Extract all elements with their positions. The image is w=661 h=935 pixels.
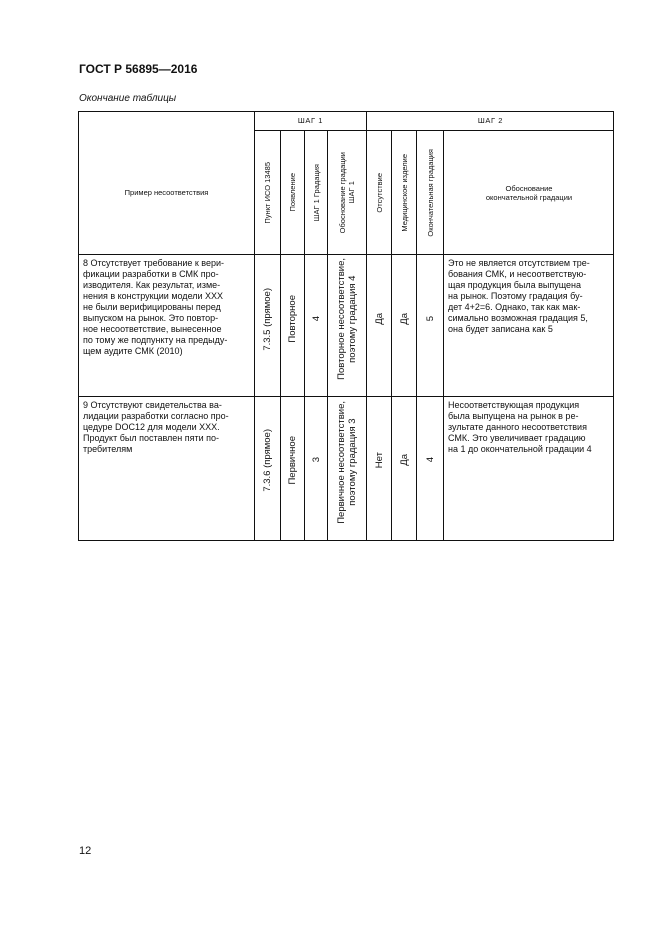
header-final-grade-text: Окончательная градация xyxy=(425,148,435,237)
row8-occurrence-text: Повторное xyxy=(287,295,298,343)
row9-occurrence xyxy=(281,404,304,516)
row9-example-line: лидации разработки согласно про- xyxy=(83,411,229,421)
row8-example-line: 8 Отсутствует требование к вери- xyxy=(83,258,225,268)
header-absence xyxy=(367,131,391,254)
header-example-text: Пример несоответствия xyxy=(124,188,209,197)
nonconformity-table xyxy=(78,111,614,541)
page-number: 12 xyxy=(79,845,92,857)
header-occurrence xyxy=(281,131,304,254)
row9-absence xyxy=(367,404,391,516)
row9-example xyxy=(83,400,250,455)
row8-example-line: не были верифицированы перед xyxy=(83,302,221,312)
header-step1-reason-line2: ШАГ 1 xyxy=(347,181,356,204)
row9-final-reason-line: зультате данного несоответствия xyxy=(448,422,587,432)
row9-step1-grade xyxy=(305,404,327,516)
row9-final-reason xyxy=(448,400,610,455)
row8-absence xyxy=(367,264,391,374)
row8-example-line: изводителя. Как результат, изме- xyxy=(83,280,221,290)
row9-final-reason-line: Несоответствующая продукция xyxy=(448,400,580,410)
row8-example-line: щем аудите СМК (2010) xyxy=(83,346,183,356)
row8-step1-reason-text xyxy=(336,258,358,380)
row9-absence-text: Нет xyxy=(373,451,385,469)
row9-final-reason-line: СМК. Это увеличивает градацию xyxy=(448,433,586,443)
header-medical-device xyxy=(392,131,416,254)
table-caption: Окончание таблицы xyxy=(79,93,177,104)
row8-iso-clause-text: 7.3.5 (прямое) xyxy=(262,287,273,351)
document-code: ГОСТ Р 56895—2016 xyxy=(79,62,198,76)
header-step1-reason-text xyxy=(338,152,356,233)
header-step1-grade-text: ШАГ 1 Градация xyxy=(311,163,321,222)
header-example xyxy=(79,131,254,254)
row9-step1-reason-text xyxy=(336,401,358,524)
row8-final-reason-line: она будет записана как 5 xyxy=(448,324,553,334)
row8-final-reason-line: симально возможная градация 5, xyxy=(448,313,588,323)
row9-medical-device xyxy=(392,404,416,516)
row8-iso-clause xyxy=(255,264,280,374)
row8-step1-grade xyxy=(305,264,327,374)
row8-final-reason-line: на рынок. Поэтому градация бу- xyxy=(448,291,583,301)
row9-step1-reason-line2: поэтому градация 3 xyxy=(347,418,358,506)
row9-final-grade-text: 4 xyxy=(424,457,436,463)
row9-iso-clause xyxy=(255,404,280,516)
row8-example-line: фикации разработки в СМК про- xyxy=(83,269,219,279)
header-step1-reason-line1: Обоснование градации xyxy=(338,151,347,234)
row8-example-line: ное несоответствие, вынесенное xyxy=(83,324,222,334)
header-final-reason-line1: Обоснование xyxy=(505,183,553,193)
row8-final-grade-text: 5 xyxy=(424,316,436,322)
row8-example-line: выпуском на рынок. Это повтор- xyxy=(83,313,219,323)
row9-final-reason-line: была выпущена на рынок в ре- xyxy=(448,411,579,421)
row8-step1-grade-text: 4 xyxy=(310,316,322,322)
header-step1-reason xyxy=(328,131,366,254)
header-occurrence-text: Появление xyxy=(288,173,297,212)
row9-final-grade xyxy=(417,404,443,516)
row8-step1-reason-line2: поэтому градация 4 xyxy=(347,275,358,363)
row8-step1-reason xyxy=(328,259,366,379)
row9-example-line: 9 Отсутствуют свидетельства ва- xyxy=(83,400,222,410)
row9-example-line: Продукт был поставлен пяти по- xyxy=(83,433,220,443)
row9-final-reason-line: на 1 до окончательной градации 4 xyxy=(448,444,592,454)
header-absence-text: Отсутствие xyxy=(374,172,384,213)
row8-final-reason-line: Это не является отсутствием тре- xyxy=(448,258,590,268)
step1-label: ШАГ 1 xyxy=(297,116,324,125)
header-iso-clause-text: Пункт ИСО 13485 xyxy=(263,161,272,224)
header-step1-grade xyxy=(305,131,327,254)
row9-medical-device-text: Да xyxy=(398,454,410,466)
row8-final-reason-line: дет 4+2=6. Однако, так как мак- xyxy=(448,302,581,312)
row8-final-reason xyxy=(448,258,610,335)
header-final-grade xyxy=(417,131,443,254)
row8-medical-device-text: Да xyxy=(398,313,410,325)
row8-example-line: нения в конструкции модели XXX xyxy=(83,291,224,301)
step2-label: ШАГ 2 xyxy=(477,116,504,125)
row8-absence-text: Да xyxy=(373,313,385,325)
row9-step1-reason xyxy=(328,400,366,524)
row8-final-reason-line: щая продукция была выпущена xyxy=(448,280,582,290)
row8-medical-device xyxy=(392,264,416,374)
row9-step1-reason-line1: Первичное несоответствие, xyxy=(336,400,347,524)
header-medical-device-text: Медицинское изделие xyxy=(399,153,409,232)
row8-final-grade xyxy=(417,264,443,374)
row9-step1-grade-text: 3 xyxy=(310,457,322,463)
row8-step1-reason-line1: Повторное несоответствие, xyxy=(336,258,347,380)
row8-example xyxy=(83,258,250,357)
row9-example-line: цедуре DOC12 для модели XXX. xyxy=(83,422,220,432)
row9-iso-clause-text: 7.3.6 (прямое) xyxy=(262,428,273,492)
row9-example-line: требителям xyxy=(83,444,133,454)
row8-final-reason-line: бования СМК, и несоответствую- xyxy=(448,269,587,279)
row8-example-line: по тому же подпункту на предыду- xyxy=(83,335,228,345)
row9-occurrence-text: Первичное xyxy=(287,435,298,485)
header-final-reason xyxy=(444,131,614,254)
header-final-reason-line2: окончательной градации xyxy=(485,192,573,202)
header-iso-clause xyxy=(255,131,280,254)
row8-occurrence xyxy=(281,264,304,374)
